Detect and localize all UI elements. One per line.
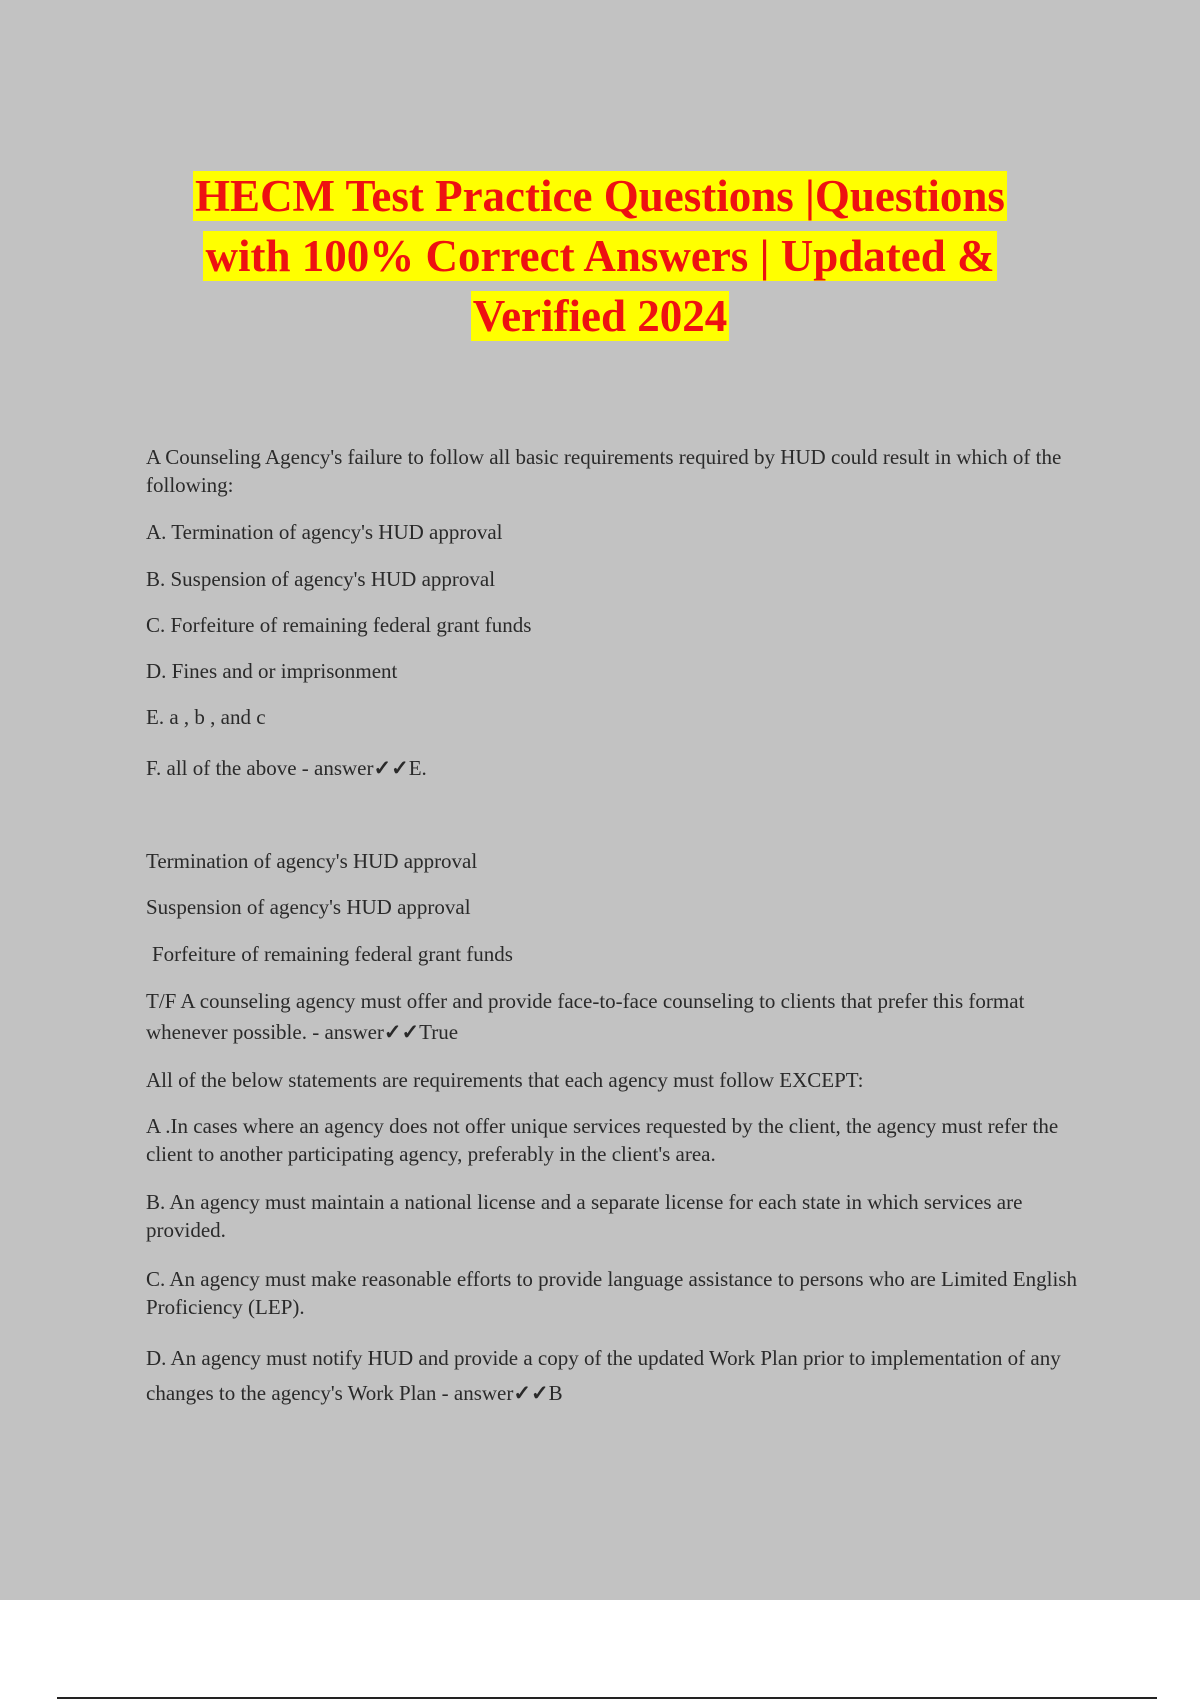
q1-option-d: D. Fines and or imprisonment: [146, 659, 398, 683]
q1-stem: A Counseling Agency's failure to follow all basic requirements required by HUD could result in which of the following:: [146, 445, 1062, 497]
q2-text: [146, 986, 1080, 1048]
q1-option-e: E. a , b , and c: [146, 705, 266, 729]
q1-explain-line-2: Suspension of agency's HUD approval: [146, 895, 471, 919]
checkmark-icon: ✓✓: [373, 756, 409, 780]
q2-answer: True: [419, 1020, 459, 1044]
q1-option-f-text: F. all of the above - answer: [146, 756, 374, 780]
checkmark-icon: ✓✓: [513, 1381, 549, 1405]
q3-option-c: C. An agency must make reasonable efforts to provide language assistance to persons who are Limited English Proficiency (LEP).: [146, 1267, 1077, 1319]
q3-stem: All of the below statements are requirements that each agency must follow EXCEPT:: [146, 1068, 864, 1092]
title-line-1: HECM Test Practice Questions |Questions: [195, 171, 1005, 221]
q2-question: T/F A counseling agency must offer and provide face-to-face counseling to clients that prefer this format whenever possible. - answer: [146, 989, 1025, 1044]
q3-option-b: B. An agency must maintain a national license and a separate license for each state in which services are provided.: [146, 1190, 1023, 1242]
q1-option-a: A. Termination of agency's HUD approval: [146, 520, 503, 544]
title-line-2: with 100% Correct Answers | Updated &: [205, 231, 995, 281]
title-line-3: Verified 2024: [472, 291, 728, 341]
q1-option-b: B. Suspension of agency's HUD approval: [146, 567, 496, 591]
document-title: [0, 166, 1200, 346]
footer-divider: [57, 1697, 1157, 1699]
q1-explain-line-3: Forfeiture of remaining federal grant funds: [152, 942, 513, 966]
checkmark-icon: ✓✓: [383, 1020, 420, 1044]
q3-option-a: A .In cases where an agency does not offer unique services requested by the client, the agency must refer the client to another participating agency, preferably in the client's area.: [146, 1114, 1059, 1166]
q1-answer: E.: [408, 756, 427, 780]
q3-option-d-text: D. An agency must notify HUD and provide a copy of the updated Work Plan prior to implementation of any changes to the agency's Work Plan - answer: [146, 1346, 1061, 1405]
q3-answer: B: [548, 1381, 563, 1405]
q1-option-f: [146, 754, 1080, 782]
q1-explain-line-1: Termination of agency's HUD approval: [146, 849, 478, 873]
q3-option-d: [146, 1341, 1080, 1411]
q1-option-c: C. Forfeiture of remaining federal grant funds: [146, 613, 532, 637]
